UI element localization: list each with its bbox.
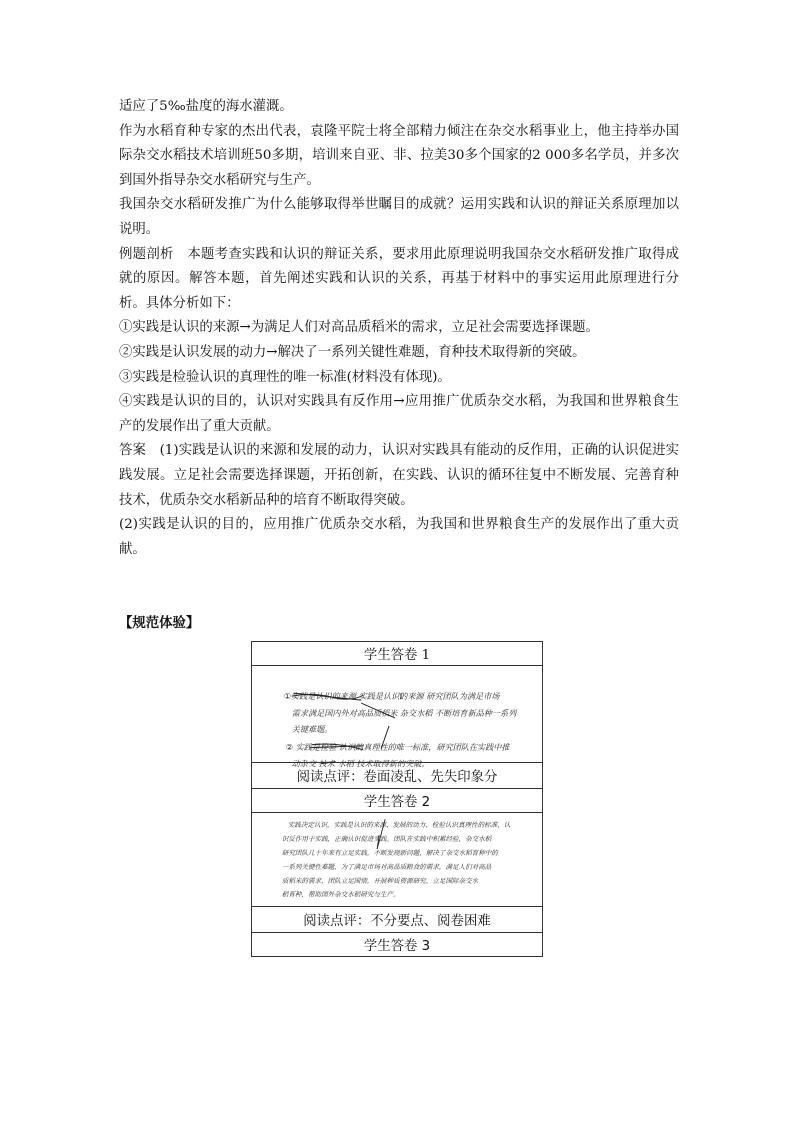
sheet1-line-2: 需求满足国内外对高品质稻米 杂交水稻 不断培育新品种一系列 (291, 707, 517, 718)
sheet1-title: 学生答卷 1 (363, 648, 431, 663)
sheet2-comment-cell (252, 907, 543, 933)
sheet1-handwriting (252, 666, 542, 769)
sheet2-comment: 阅读点评：不分要点、阅卷困难 (303, 914, 491, 929)
sheet2-title-cell (252, 789, 543, 813)
student-answer-table (251, 641, 543, 957)
sheet1-title-cell (252, 642, 543, 666)
sheet2-line-1: 实践决定认识，实践是认识的来源、发展的动力、检验认识真理性的标准，认 (287, 821, 511, 830)
sheet1-comment: 阅读点评：卷面凌乱、先失印象分 (296, 770, 498, 785)
sheet2-line-5: 质稻米的需求，团队立足国情，开展种质资源研究，立足国际杂交水 (281, 876, 479, 885)
paragraph-salinity: 适应了5‰盐度的海水灌溉。 (119, 99, 293, 114)
analysis-point-3: ③实践是检验认识的真理性的唯一标准(材料没有体现)。 (119, 369, 451, 385)
sheet2-handwriting (252, 813, 542, 906)
sheet2-line-2: 识反作用于实践，正确认识促进实践。团队在实践中积累经验，杂交水稻 (281, 835, 492, 844)
sheet1-line-1: ①实践是认识的来源 实践是认识的来源 研究团队为满足市场 (283, 691, 500, 702)
sheet3-title: 学生答卷 3 (363, 939, 431, 954)
sheet2-line-3: 研究团队几十年来有立足实践，不断发现新问题，解决了杂交水稻育种中的 (281, 849, 498, 858)
sheet3-title-cell (252, 933, 543, 957)
analysis-text: 本题考查实践和认识的辩证关系，要求用此原理说明我国杂交水稻研发推广取得成就的原因。解答本题，首先阐述实践和认识的关系，再基于材料中的事实运用此原理进行分析。具体分析如下： (119, 246, 680, 311)
sheet1-handwriting-image (252, 666, 543, 769)
analysis-point-2: ②实践是认识发展的动力→解决了一系列关键性难题，育种技术取得新的突破。 (119, 344, 586, 360)
paragraph-answer-1 (119, 439, 679, 513)
sheet1-line-5: 动杂交 技术 水稻 技术取得新的突破。 (291, 758, 430, 769)
sheet2-title: 学生答卷 2 (363, 795, 431, 810)
answer-label: 答案 (119, 443, 147, 459)
section-title: 【规范体验】 (119, 616, 200, 631)
body-text (119, 95, 679, 562)
analysis-label: 例题剖析 (119, 246, 174, 262)
paragraph-answer-2: (2)实践是认识的目的，应用推广优质杂交水稻，为我国和世界粮食生产的发展作出了重大贡献。 (119, 517, 679, 557)
sheet1-line-3: 关键难题。 (291, 723, 333, 734)
paragraph-yuan-longping: 作为水稻育种专家的杰出代表，袁隆平院士将全部精力倾注在杂交水稻事业上，他主持举办国际杂交水稻技术培训班50多期，培训来自亚、非、拉美30多个国家的2 000多名学员，并多次到国外指导杂交水稻研究与生产。 (119, 123, 679, 188)
paragraph-analysis (119, 243, 679, 317)
sheet2-handwriting-image (252, 813, 543, 907)
sheet1-line-4: ② 实践是检验 认识的真理性的唯一标准，研究团队在实践中推 (285, 741, 510, 752)
paragraph-question: 我国杂交水稻研发推广为什么能够取得举世瞩目的成就？运用实践和认识的辩证关系原理加以说明。 (119, 197, 679, 237)
sheet2-line-4: 一系列关键性难题，为了满足市场对高品质粮食的需求，满足人们对高品 (281, 862, 492, 871)
sheet2-line-6: 稻育种，帮助国外杂交水稻研究与生产。 (281, 890, 400, 899)
answer-text-1: (1)实践是认识的来源和发展的动力，认识对实践具有能动的反作用，正确的认识促进实践发展。立足社会需要选择课题，开拓创新，在实践、认识的循环往复中不断发展、完善育种技术，优质杂交水稻新品种的培育不断取得突破。 (119, 443, 680, 508)
analysis-point-4: ④实践是认识的目的，认识对实践具有反作用→应用推广优质杂交水稻，为我国和世界粮食生产的发展作出了重大贡献。 (119, 394, 679, 434)
analysis-point-1: ①实践是认识的来源→为满足人们对高品质稻米的需求，立足社会需要选择课题。 (119, 320, 599, 336)
